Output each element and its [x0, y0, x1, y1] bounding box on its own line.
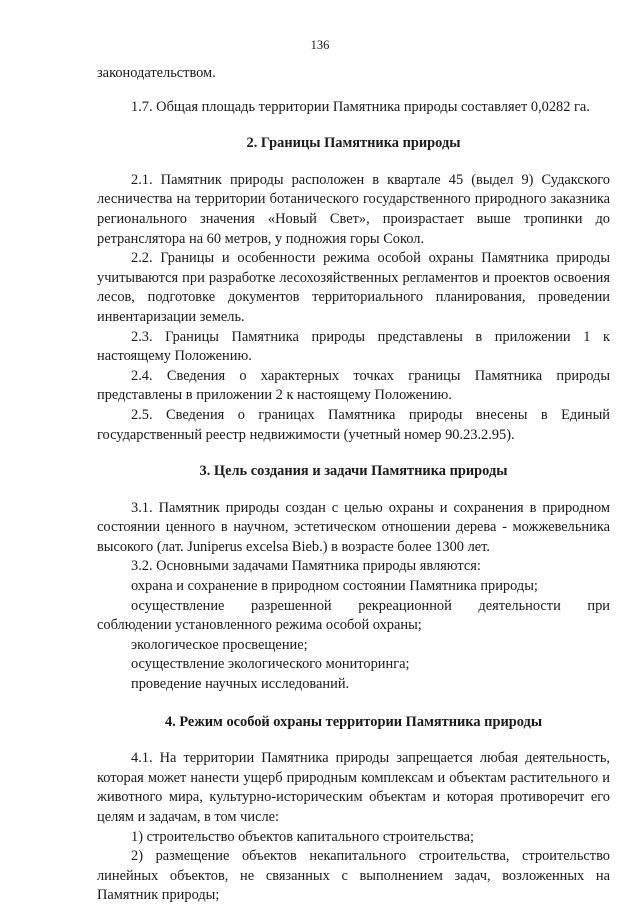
section-3-heading: 3. Цель создания и задачи Памятника природы [199, 463, 508, 480]
document-body [97, 64, 610, 906]
paragraph-3-1: 3.1. Памятник природы создан с целью охраны и сохранения в природном состоянии ценного в научном, эстетическом отношении дерева - можжевельника высокого (лат. Juniperus excelsa Bieb.) в возрасте более 1300 лет. [97, 499, 610, 555]
prohibition-item-1: 1) строительство объектов капитального строительства; [131, 828, 474, 845]
task-item-3: экологическое просвещение; [131, 636, 308, 653]
paragraph-continuation: законодательством. [97, 65, 216, 81]
task-item-2-line-2: соблюдении установленного режима особой охраны; [97, 617, 422, 634]
paragraph-2-4: 2.4. Сведения о характерных точках границы Памятника природы представлены в приложении 2 к настоящему Положению. [97, 367, 610, 404]
section-4-heading: 4. Режим особой охраны территории Памятника природы [164, 713, 543, 730]
paragraph-2-2: 2.2. Границы и особенности режима особой охраны Памятника природы учитываются при разработке лесохозяйственных регламентов и проектов освоения лесов, подготовке документов территориального планирования, проведении инвентаризации земель. [97, 250, 610, 325]
task-item-4: осуществление экологического мониторинга; [131, 656, 410, 673]
section-2-heading: 2. Границы Памятника природы [246, 135, 461, 152]
paragraph-2-3: 2.3. Границы Памятника природы представлены в приложении 1 к настоящему Положению. [97, 328, 610, 365]
paragraph-1-7: 1.7. Общая площадь территории Памятника природы составляет 0,0282 га. [131, 98, 590, 115]
task-item-5: проведение научных исследований. [131, 676, 350, 693]
paragraph-2-5: 2.5. Сведения о границах Памятника природы внесены в Единый государственный реестр недвижимости (учетный номер 90.23.2.95). [97, 406, 610, 443]
task-item-2-line-1: осуществление разрешенной рекреационной деятельности при [131, 597, 610, 614]
prohibition-item-2: 2) размещение объектов некапитального строительства, строительство линейных объектов, не связанных с выполнением задач, возложенных на Памятник природы; [97, 848, 610, 904]
page-number: 136 [310, 38, 330, 52]
paragraph-4-1: 4.1. На территории Памятника природы запрещается любая деятельность, которая может нанести ущерб природным комплексам и объектам растительного и животного мира, культурно-историческим объектам и которая противоречит его целям и задачам, в том числе: [97, 750, 610, 825]
task-item-1: охрана и сохранение в природном состоянии Памятника природы; [131, 578, 538, 595]
paragraph-2-1: 2.1. Памятник природы расположен в квартале 45 (выдел 9) Судакского лесничества на территории ботанического государственного природного заказника регионального значения «Новый Свет», произрастает выше тропинки до ретранслятора на 60 метров, у подножия горы Сокол. [97, 171, 610, 247]
paragraph-3-2: 3.2. Основными задачами Памятника природы являются: [131, 558, 481, 575]
